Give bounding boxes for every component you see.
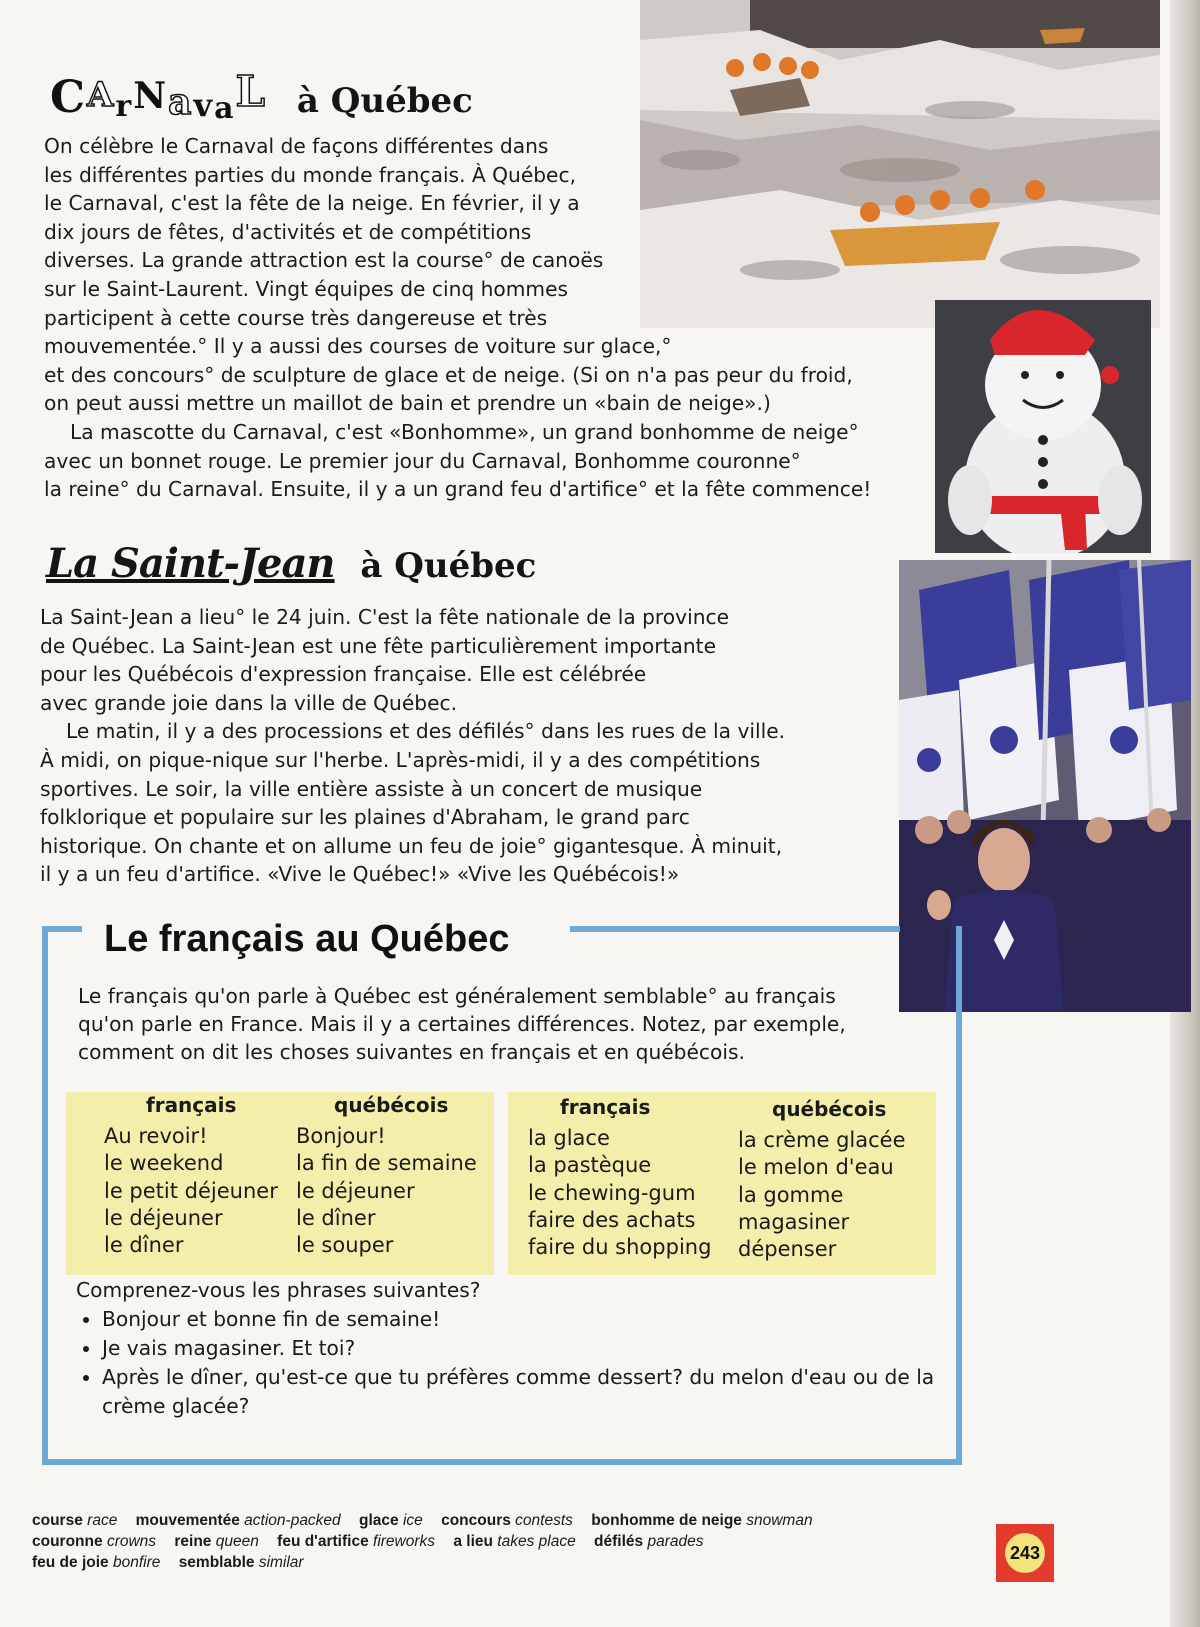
vocab-item: la crème glacée bbox=[738, 1128, 906, 1153]
vocab-item: le petit déjeuner bbox=[104, 1178, 278, 1203]
right-quebecois-column bbox=[738, 1096, 906, 1263]
glossary-term: couronne bbox=[32, 1533, 103, 1550]
vocab-item: faire du shopping bbox=[528, 1235, 712, 1260]
vocab-item: le déjeuner bbox=[104, 1205, 223, 1230]
left-francais-column bbox=[104, 1092, 278, 1259]
glossary-line bbox=[32, 1552, 932, 1573]
question-prompt: Comprenez-vous les phrases suivantes? bbox=[76, 1278, 481, 1302]
question-item: • Bonjour et bonne fin de semaine! bbox=[102, 1305, 936, 1334]
line: À midi, on pique-nique sur l'herbe. L'après-midi, il y a des compétitions bbox=[40, 747, 761, 772]
carnaval-title bbox=[50, 67, 473, 126]
glossary-meaning: snowman bbox=[746, 1512, 813, 1529]
glossary-meaning: crowns bbox=[106, 1533, 157, 1550]
vocab-item: Au revoir! bbox=[104, 1124, 208, 1149]
box-top-border-left bbox=[42, 926, 82, 932]
question-list bbox=[76, 1305, 936, 1421]
carnaval-title-location: à Québec bbox=[296, 81, 473, 121]
saint-jean-title-location: à Québec bbox=[360, 546, 537, 586]
line: historique. On chante et on allume un feu de joie° gigantesque. À minuit, bbox=[40, 833, 783, 858]
carnaval-paragraph-1 bbox=[44, 132, 924, 504]
line: pour les Québécois d'expression française. Elle est célébrée bbox=[40, 662, 647, 687]
line: participent à cette course très dangereuse et très bbox=[44, 305, 548, 330]
left-quebecois-column bbox=[296, 1092, 477, 1259]
title-letter: A bbox=[87, 75, 116, 115]
saint-jean-title bbox=[46, 540, 536, 587]
title-letter: a bbox=[168, 81, 194, 123]
vocab-item: le déjeuner bbox=[296, 1178, 415, 1203]
line: folklorique et populaire sur les plaines d'Abraham, le grand parc bbox=[40, 805, 690, 830]
line: La mascotte du Carnaval, c'est «Bonhomme», un grand bonhomme de neige° bbox=[70, 419, 859, 444]
saint-jean-paragraphs bbox=[40, 603, 890, 889]
glossary-meaning: race bbox=[87, 1512, 118, 1529]
line: mouvementée.° Il y a aussi des courses de voiture sur glace,° bbox=[44, 334, 672, 359]
glossary-line bbox=[32, 1531, 932, 1552]
glossary-meaning: contests bbox=[515, 1512, 573, 1529]
title-letter: L bbox=[235, 67, 268, 116]
line: La Saint-Jean a lieu° le 24 juin. C'est la fête nationale de la province bbox=[40, 605, 730, 629]
line: comment on dit les choses suivantes en français et en québécois. bbox=[78, 1040, 745, 1064]
page-number: 243 bbox=[1005, 1533, 1045, 1573]
carnaval-title-decorative bbox=[50, 67, 268, 126]
glossary-term: semblable bbox=[178, 1554, 255, 1571]
line: avec grande joie dans la ville de Québec. bbox=[40, 690, 458, 715]
column-header: français bbox=[560, 1095, 651, 1119]
line: le Carnaval, c'est la fête de la neige. En février, il y a bbox=[44, 191, 580, 216]
column-header: québécois bbox=[772, 1097, 887, 1121]
box-top-border-right bbox=[570, 926, 900, 932]
vocab-item: la gomme bbox=[738, 1182, 844, 1207]
line: et des concours° de sculpture de glace et de neige. (Si on n'a pas peur du froid, bbox=[44, 362, 853, 387]
vocab-item: le souper bbox=[296, 1233, 394, 1258]
glossary bbox=[32, 1510, 932, 1573]
glossary-meaning: bonfire bbox=[112, 1554, 161, 1571]
page-number-badge bbox=[996, 1524, 1054, 1582]
saint-jean-title-script: La Saint-Jean bbox=[46, 540, 335, 587]
title-letter: N bbox=[133, 75, 169, 117]
bonhomme-photo bbox=[935, 300, 1151, 553]
glossary-meaning: action-packed bbox=[244, 1512, 341, 1529]
question-item: • Après le dîner, qu'est-ce que tu préfères comme dessert? du melon d'eau ou de la crème glacée? bbox=[102, 1363, 936, 1421]
line: On célèbre le Carnaval de façons différentes dans bbox=[44, 134, 549, 158]
glossary-meaning: similar bbox=[258, 1554, 304, 1571]
glossary-term: feu de joie bbox=[32, 1554, 109, 1571]
vocab-item: Bonjour! bbox=[296, 1124, 386, 1149]
line: de Québec. La Saint-Jean est une fête particulièrement importante bbox=[40, 633, 716, 658]
line: dix jours de fêtes, d'activités et de compétitions bbox=[44, 219, 532, 244]
glossary-term: feu d'artifice bbox=[277, 1533, 369, 1550]
vocab-item: la glace bbox=[528, 1126, 610, 1151]
line: Le matin, il y a des processions et des défilés° dans les rues de la ville. bbox=[66, 719, 786, 744]
vocab-item: magasiner bbox=[738, 1209, 850, 1234]
glossary-meaning: ice bbox=[402, 1512, 423, 1529]
line: qu'on parle en France. Mais il y a certaines différences. Notez, par exemple, bbox=[78, 1012, 846, 1036]
title-letter: a bbox=[214, 91, 236, 126]
glossary-meaning: queen bbox=[215, 1533, 259, 1550]
line: sur le Saint-Laurent. Vingt équipes de cinq hommes bbox=[44, 276, 569, 301]
glossary-term: a lieu bbox=[453, 1533, 493, 1550]
line: avec un bonnet rouge. Le premier jour du Carnaval, Bonhomme couronne° bbox=[44, 448, 801, 473]
comprehension-questions bbox=[76, 1276, 936, 1421]
line: diverses. La grande attraction est la course° de canoës bbox=[44, 248, 604, 273]
right-francais-column bbox=[528, 1094, 711, 1261]
title-letter: r bbox=[115, 89, 134, 124]
glossary-term: concours bbox=[441, 1512, 511, 1529]
vocab-item: la fin de semaine bbox=[296, 1151, 477, 1176]
line: Le français qu'on parle à Québec est généralement semblable° au français bbox=[78, 984, 836, 1008]
column-header: français bbox=[146, 1093, 237, 1117]
glossary-term: mouvementée bbox=[135, 1512, 240, 1529]
glossary-meaning: parades bbox=[647, 1533, 704, 1550]
francais-box-title: Le français au Québec bbox=[104, 918, 510, 960]
line: sportives. Le soir, la ville entière assiste à un concert de musique bbox=[40, 776, 703, 801]
vocab-item: faire des achats bbox=[528, 1207, 696, 1232]
glossary-term: bonhomme de neige bbox=[591, 1512, 742, 1529]
vocab-item: la pastèque bbox=[528, 1153, 652, 1178]
glossary-term: reine bbox=[174, 1533, 212, 1550]
vocab-item: le chewing-gum bbox=[528, 1180, 696, 1205]
francais-box-intro bbox=[78, 982, 918, 1066]
glossary-term: glace bbox=[359, 1512, 399, 1529]
glossary-meaning: takes place bbox=[497, 1533, 576, 1550]
glossary-term: course bbox=[32, 1512, 83, 1529]
column-header: québécois bbox=[334, 1093, 449, 1117]
line: les différentes parties du monde français. À Québec, bbox=[44, 162, 576, 187]
title-letter: v bbox=[193, 86, 215, 124]
question-item: • Je vais magasiner. Et toi? bbox=[102, 1334, 936, 1363]
line: on peut aussi mettre un maillot de bain et prendre un «bain de neige».) bbox=[44, 391, 771, 416]
vocab-item: le melon d'eau bbox=[738, 1155, 894, 1180]
title-letter: C bbox=[50, 72, 88, 123]
vocab-item: dépenser bbox=[738, 1237, 837, 1262]
glossary-line bbox=[32, 1510, 932, 1531]
vocab-item: le dîner bbox=[104, 1233, 184, 1258]
glossary-meaning: fireworks bbox=[373, 1533, 436, 1550]
vocab-item: le weekend bbox=[104, 1151, 224, 1176]
line: la reine° du Carnaval. Ensuite, il y a un grand feu d'artifice° et la fête commence! bbox=[44, 477, 872, 502]
vocab-item: le dîner bbox=[296, 1205, 376, 1230]
line: il y a un feu d'artifice. «Vive le Québec!» «Vive les Québécois!» bbox=[40, 862, 680, 887]
glossary-term: défilés bbox=[594, 1533, 644, 1550]
